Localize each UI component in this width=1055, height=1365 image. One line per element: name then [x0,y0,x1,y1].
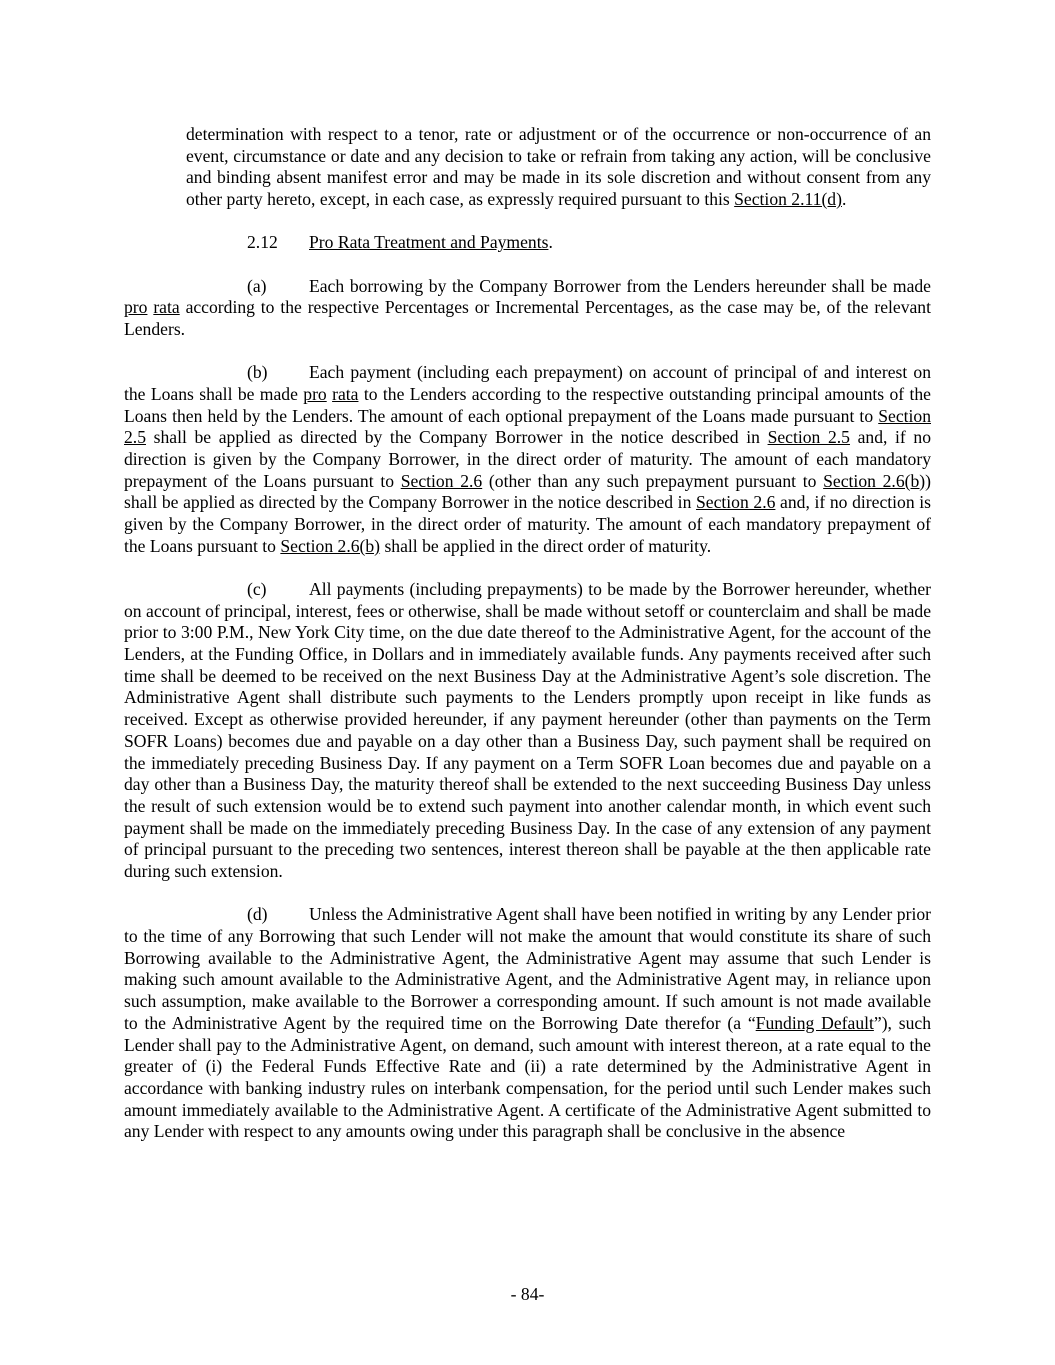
paragraph-text: ”), such Lender shall pay to the Administrative Agent, on demand, such amount with interest thereon, at a rate equal to the greater of (i) the Federal Funds Effective Rate and (ii) a rate determined by the Administrative Agent in accordance with banking industry rules on interbank compensation, for the period until such Lender makes such amount immediately available to the Administrative Agent. A certificate of the Administrative Agent submitted to any Lender with respect to any amounts owing under this paragraph shall be conclusive in the absence [124,1012,932,1142]
paragraph-label: (c) [247,578,267,599]
section-title-period: . [548,232,553,253]
section-heading [124,232,931,254]
section-reference: Section 2.6(b) [823,470,926,491]
paragraph-text: shall be applied as directed by the Company Borrower in the notice described in [146,427,768,448]
section-reference: Section 2.6(b) [280,535,381,556]
term-rata: rata [332,383,359,404]
paragraph-label: (b) [247,362,268,383]
section-reference: Section 2.5 [767,427,850,448]
section-reference: Section 2.11(d) [734,189,842,210]
paragraph-text: to the Lenders according to the respective outstanding principal amounts of the Loans then held by the Lenders. The amount of each optional prepayment of the Loans made pursuant to [124,383,931,426]
paragraph-label: (a) [247,275,267,296]
paragraph-text: and, if no direction is given by the Company Borrower, in the direct order of maturity. The amount of each mandatory prepayment of the Loans pursuant to [124,427,931,491]
page-number: - 84- [510,1284,545,1304]
document-page [124,124,931,1165]
paragraph-text: ) shall be applied as directed by the Company Borrower in the notice described in [124,470,931,513]
paragraph-text: Each borrowing by the Company Borrower from the Lenders hereunder shall be made [309,275,931,296]
paragraph-text: shall be applied in the direct order of maturity. [380,535,712,556]
term-pro: pro [303,383,327,404]
paragraph-text: (other than any such prepayment pursuant to [482,470,824,491]
section-reference: Section 2.6 [400,470,483,491]
paragraph-a [124,276,931,341]
section-reference: Section 2.6 [696,492,776,513]
paragraph-d [124,904,931,1143]
defined-term: Funding Default [755,1012,874,1033]
continuation-end: . [841,189,847,210]
paragraph-text: All payments (including prepayments) to be made by the Borrower hereunder, whether on account of principal, interest, fees or otherwise, shall be made without setoff or counterclaim and shall be made prior to 3:00 P.M., New York City time, on the due date thereof to the Administrative Agent, for the account of the Lenders, at the Funding Office, in Dollars and in immediately available funds. Any payments received after such time shall be deemed to be received on the next Business Day at the Administrative Agent’s sole discretion. The Administrative Agent shall distribute such payments to the Lenders promptly upon receipt in like funds as received. Except as otherwise provided hereunder, if any payment hereunder (other than payments on the Term SOFR Loans) becomes due and payable on a day other than a Business Day, such payment shall be required on the immediately preceding Business Day. If any payment on a Term SOFR Loan becomes due and payable on a day other than a Business Day, the maturity thereof shall be extended to the next succeeding Business Day unless the result of such extension would be to extend such payment into another calendar month, in which event such payment shall be made on the immediately preceding Business Day. In the case of any extension of any payment of principal pursuant to the preceding two sentences, interest thereon shall be payable at the then applicable rate during such extension. [124,578,931,882]
term-pro: pro [124,297,148,318]
paragraph-text: according to the respective Percentages or Incremental Percentages, as the case may be, of the relevant Lenders. [124,297,931,339]
paragraph-c [124,579,931,883]
section-title: Pro Rata Treatment and Payments [309,232,549,253]
term-rata: rata [153,297,180,318]
paragraph-b [124,362,931,557]
paragraph-text: Unless the Administrative Agent shall have been notified in writing by any Lender prior to the time of any Borrowing that such Lender will not make the amount that would constitute its share of such Borrowing available to the Administrative Agent, the Administrative Agent may assume that such Lender is making such amount available to the Administrative Agent, and the Administrative Agent may, in reliance upon such assumption, make available to the Borrower a corresponding amount. If such amount is not made available to the Administrative Agent by the required time on the Borrowing Date therefor (a “ [124,904,931,1033]
paragraph-text: and, if no direction is given by the Company Borrower, in the direct order of maturity. The amount of each mandatory prepayment of the Loans pursuant to [124,492,931,556]
section-reference: Section 2.5 [124,405,931,448]
continuation-paragraph [124,124,931,211]
paragraph-label: (d) [247,904,268,925]
paragraph-text: Each payment (including each prepayment) on account of principal of and interest on the Loans shall be made [124,362,931,404]
continuation-text: determination with respect to a tenor, rate or adjustment or of the occurrence or non-occurrence of an event, circumstance or date and any decision to take or refrain from taking any action, will be conclusive and binding absent manifest error and may be made in its sole discretion and without consent from any other party hereto, except, in each case, as expressly required pursuant to this [186,124,931,210]
section-number: 2.12 [247,232,278,253]
